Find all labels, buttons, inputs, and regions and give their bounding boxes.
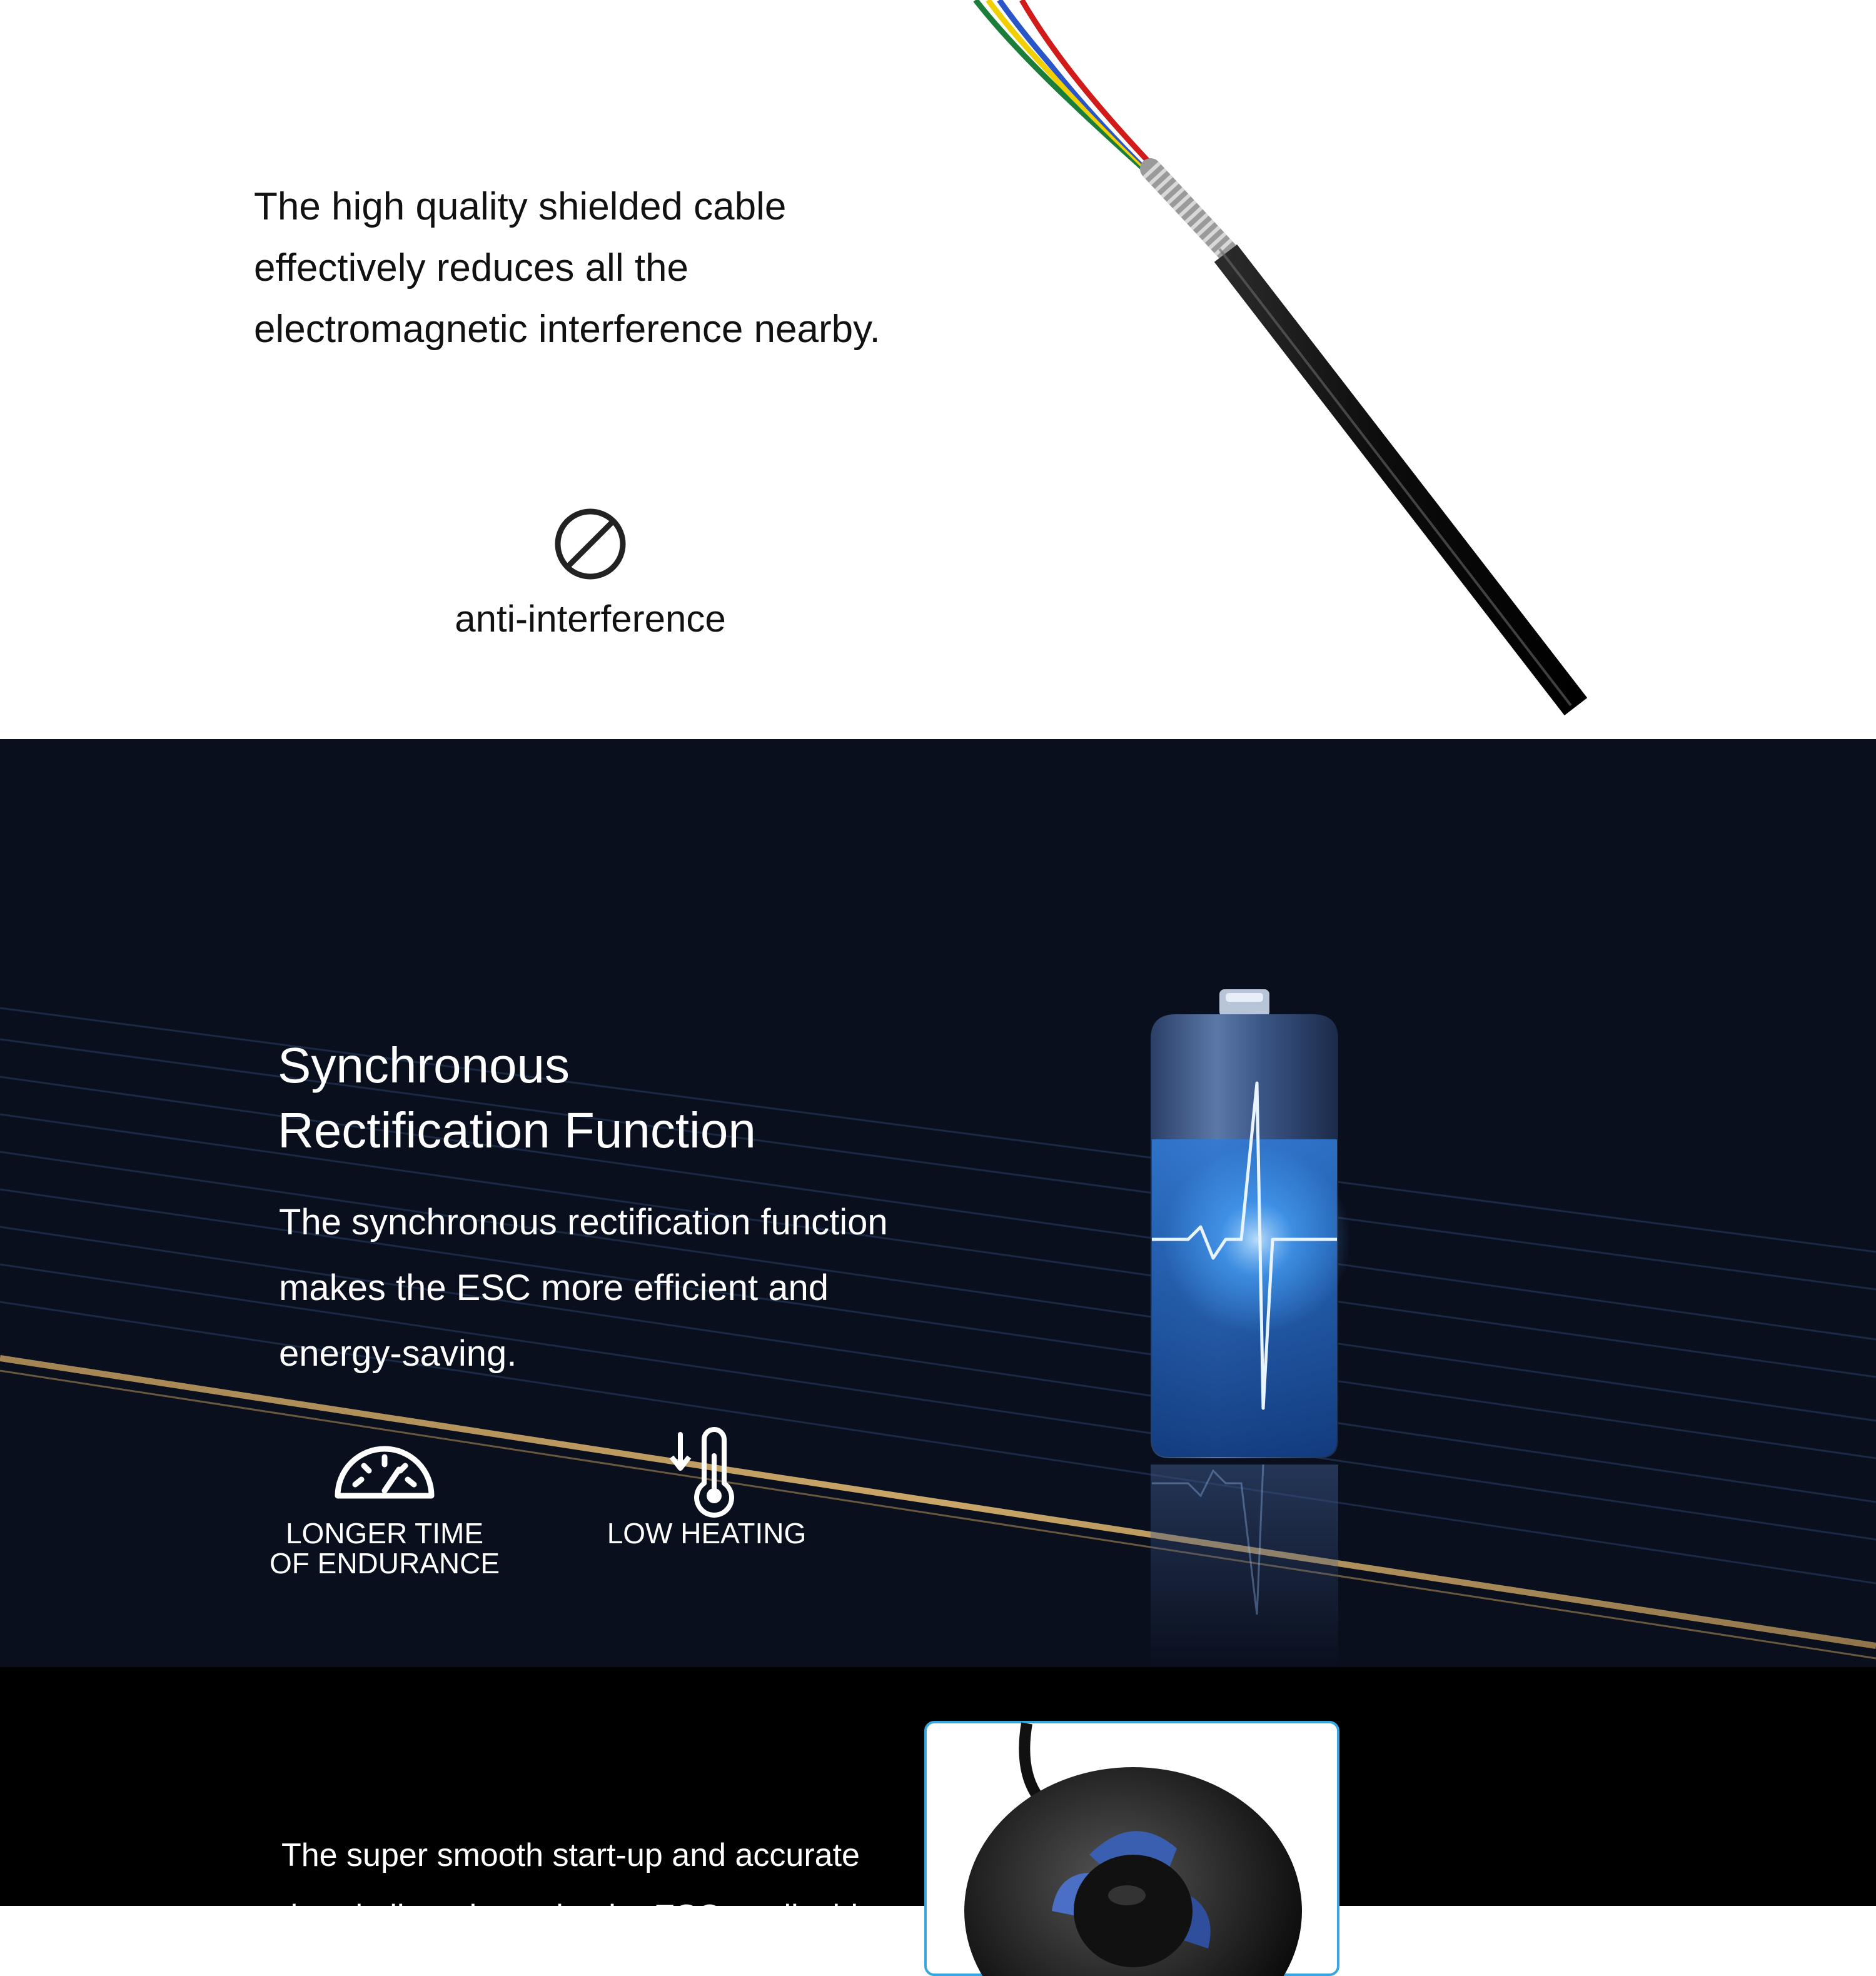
synchronous-rectification-section <box>0 739 1876 1667</box>
prohibited-circle-icon <box>553 507 628 582</box>
section-title-line: Rectification Function <box>278 1102 756 1158</box>
startup-description-line: throttle linearity make the ESC applicable <box>281 1898 876 1935</box>
sync-description <box>279 1189 998 1386</box>
cable-description-line: The high quality shielded cable <box>254 185 787 228</box>
shielded-cable-section <box>0 0 1876 739</box>
cable-description-line: electromagnetic interference nearby. <box>254 308 880 351</box>
cable-description-line: effectively reduces all the <box>254 246 689 290</box>
section-title <box>278 1033 1028 1163</box>
sync-description-line: makes the ESC more efficient and <box>279 1268 829 1308</box>
thermometer-down-icon <box>670 1426 739 1513</box>
underwater-thruster-image <box>927 1723 1337 1973</box>
longer-endurance-label-line: OF ENDURANCE <box>269 1547 500 1580</box>
battery-pulse-image <box>1138 989 1351 1667</box>
sync-description-line: energy-saving. <box>279 1333 517 1374</box>
longer-endurance-label-line: LONGER TIME <box>285 1517 484 1550</box>
startup-description-line: The super smooth start-up and accurate <box>281 1837 860 1873</box>
startup-description <box>281 1825 938 1947</box>
longer-endurance-label <box>244 1518 525 1578</box>
sync-description-line: The synchronous rectification function <box>279 1202 888 1243</box>
section-title-line: Synchronous <box>278 1037 570 1093</box>
smooth-startup-section <box>0 1667 1876 1935</box>
shielded-cable-image <box>963 0 1601 739</box>
thruster-product-card <box>924 1721 1339 1976</box>
speedometer-gauge-icon <box>331 1438 438 1501</box>
anti-interference-label: anti-interference <box>455 598 726 640</box>
cable-description <box>254 176 979 360</box>
low-heating-label: LOW HEATING <box>607 1517 807 1550</box>
